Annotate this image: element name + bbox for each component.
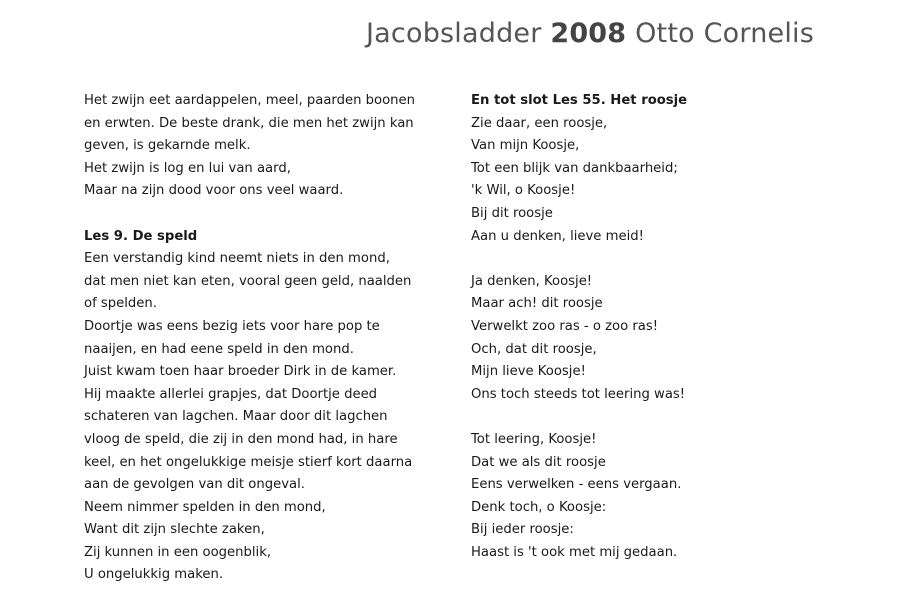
lesson-line: Zij kunnen in een oogenblik,	[84, 544, 272, 560]
lesson-line: U ongelukkig maken.	[84, 567, 224, 583]
poem-line: Dat we als dit roosje	[471, 454, 606, 470]
spacer	[84, 203, 444, 226]
intro-line: en erwten. De beste drank, die men het zwijn kan	[84, 115, 414, 131]
spacer	[471, 406, 851, 429]
poem-line: Zie daar, een roosje,	[471, 115, 608, 131]
poem-line: Bij dit roosje	[471, 205, 553, 221]
poem-line: Aan u denken, lieve meid!	[471, 228, 644, 244]
poem-line: Haast is 't ook met mij gedaan.	[471, 544, 678, 560]
lesson-line: Neem nimmer spelden in den mond,	[84, 499, 326, 515]
poem-line: Tot leering, Koosje!	[471, 431, 597, 447]
poem-line: Maar ach! dit roosje	[471, 296, 603, 312]
lesson-line: Hij maakte allerlei grapjes, dat Doortje deed	[84, 386, 378, 402]
lesson-line: schateren van lagchen. Maar door dit lagchen	[84, 409, 388, 425]
title-author: Otto Cornelis	[635, 18, 814, 49]
lesson-line: Juist kwam toen haar broeder Dirk in de kamer.	[84, 364, 397, 380]
poem-line: Tot een blijk van dankbaarheid;	[471, 160, 678, 176]
lesson-line: vloog de speld, die zij in den mond had, in hare	[84, 431, 398, 447]
poem-line: Och, dat dit roosje,	[471, 341, 597, 357]
lesson-line: dat men niet kan eten, vooral geen geld, naalden	[84, 273, 412, 289]
lesson-line: aan de gevolgen van dit ongeval.	[84, 477, 305, 493]
lesson-line: of spelden.	[84, 296, 157, 312]
poem-line: Ja denken, Koosje!	[471, 273, 593, 289]
intro-line: geven, is gekarnde melk.	[84, 138, 251, 154]
poem-line: Van mijn Koosje,	[471, 138, 580, 154]
intro-line: Maar na zijn dood voor ons veel waard.	[84, 183, 344, 199]
lesson-line: Want dit zijn slechte zaken,	[84, 522, 265, 538]
intro-line: Het zwijn eet aardappelen, meel, paarden boonen	[84, 93, 415, 108]
right-column	[471, 90, 851, 564]
lesson-line: keel, en het ongelukkige meisje stierf kort daarna	[84, 454, 413, 470]
left-column	[84, 90, 444, 587]
poem-line: Verwelkt zoo ras - o zoo ras!	[471, 318, 659, 334]
page-title	[366, 18, 814, 49]
poem-line: 'k Wil, o Koosje!	[471, 183, 576, 199]
lesson-line: naaijen, en had eene speld in den mond.	[84, 341, 354, 357]
title-prefix: Jacobsladder	[366, 18, 542, 49]
lesson-heading: Les 9. De speld	[84, 228, 198, 244]
lesson-line: Doortje was eens bezig iets voor hare pop te	[84, 318, 380, 334]
poem-line: Bij ieder roosje:	[471, 522, 574, 538]
poem-line: Eens verwelken - eens vergaan.	[471, 477, 682, 493]
poem-line: Mijn lieve Koosje!	[471, 364, 586, 380]
spacer	[471, 248, 851, 271]
poem-line: Ons toch steeds tot leering was!	[471, 386, 686, 402]
poem-line: Denk toch, o Koosje:	[471, 499, 607, 515]
lesson-heading: En tot slot Les 55. Het roosje	[471, 93, 688, 108]
title-year: 2008	[550, 18, 627, 49]
lesson-line: Een verstandig kind neemt niets in den mond,	[84, 251, 390, 267]
intro-line: Het zwijn is log en lui van aard,	[84, 160, 291, 176]
